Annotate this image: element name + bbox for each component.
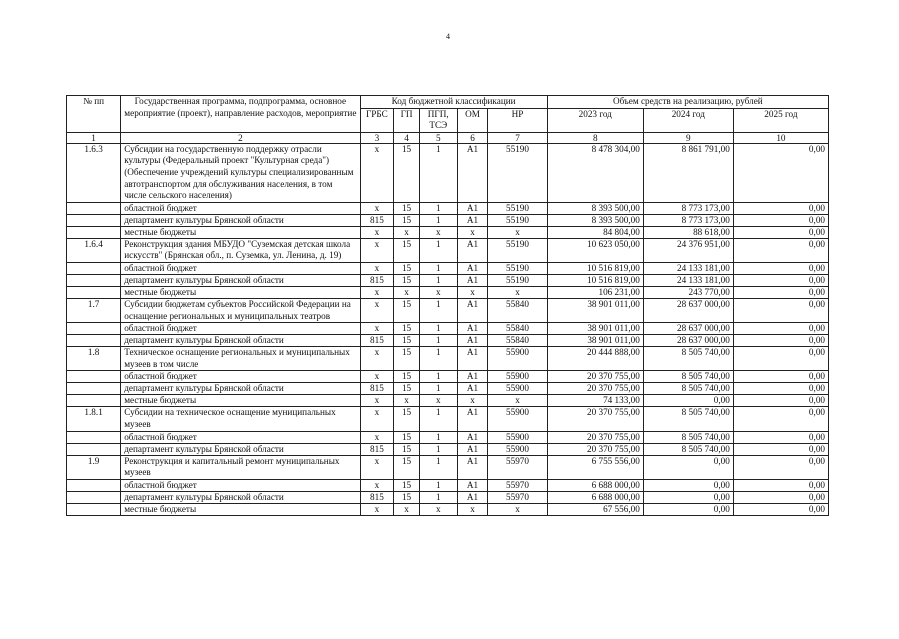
header-kbk: Код бюджетной классификации [360,96,547,109]
cell-2024: 24 376 951,00 [643,238,733,262]
cell-pgp: 1 [419,323,457,335]
cell-nr: 55970 [488,455,547,479]
cell-pgp: х [419,395,457,407]
cell-nr: 55900 [488,407,547,431]
cell-2024: 8 505 740,00 [643,347,733,371]
cell-2025: 0,00 [733,431,828,443]
cell-nr: 55840 [488,335,547,347]
cell-2024: 0,00 [643,491,733,503]
table-row [67,431,829,443]
row-name: Реконструкция и капитальный ремонт муниципальных музеев [121,455,360,479]
cell-nr: 55840 [488,298,547,322]
cell-grbs: х [360,503,394,515]
cell-om: А1 [457,202,488,214]
cell-2025: 0,00 [733,503,828,515]
cell-gp: 15 [394,202,420,214]
cell-2025: 0,00 [733,286,828,298]
row-number [67,395,121,407]
row-number [67,214,121,226]
cell-grbs: х [360,143,394,202]
cell-2024: 8 861 791,00 [643,143,733,202]
cell-2025: 0,00 [733,214,828,226]
column-index: 8 [547,132,643,143]
table-row [67,443,829,455]
cell-grbs: 815 [360,491,394,503]
cell-2025: 0,00 [733,455,828,479]
cell-nr: х [488,395,547,407]
cell-2023: 20 370 755,00 [547,431,643,443]
column-index: 7 [488,132,547,143]
row-number [67,443,121,455]
cell-2025: 0,00 [733,335,828,347]
cell-om: А1 [457,238,488,262]
cell-gp: 15 [394,323,420,335]
cell-grbs: 815 [360,383,394,395]
cell-2025: 0,00 [733,491,828,503]
table-row [67,347,829,371]
cell-2023: 6 755 556,00 [547,455,643,479]
row-number [67,431,121,443]
cell-pgp: 1 [419,479,457,491]
row-name: областной бюджет [121,431,360,443]
column-index-row [67,132,829,143]
row-name: местные бюджеты [121,503,360,515]
cell-om: А1 [457,371,488,383]
cell-2025: 0,00 [733,298,828,322]
table-row [67,455,829,479]
row-number: 1.7 [67,298,121,322]
column-index: 6 [457,132,488,143]
cell-om: А1 [457,335,488,347]
cell-2023: 38 901 011,00 [547,323,643,335]
cell-2024: 8 505 740,00 [643,443,733,455]
table-row [67,383,829,395]
cell-2025: 0,00 [733,238,828,262]
cell-2024: 0,00 [643,479,733,491]
cell-pgp: 1 [419,214,457,226]
cell-gp: 15 [394,383,420,395]
cell-grbs: 815 [360,214,394,226]
cell-2023: 10 516 819,00 [547,274,643,286]
cell-nr: 55190 [488,238,547,262]
column-index: 4 [394,132,420,143]
row-name: областной бюджет [121,202,360,214]
cell-gp: 15 [394,407,420,431]
cell-gp: 15 [394,143,420,202]
table-row [67,274,829,286]
header-pgp: ПГП, ТСЭ [419,108,457,132]
cell-2025: 0,00 [733,226,828,238]
row-name: областной бюджет [121,371,360,383]
cell-gp: 15 [394,443,420,455]
column-index: 2 [121,132,360,143]
cell-2024: 28 637 000,00 [643,298,733,322]
cell-pgp: 1 [419,371,457,383]
cell-om: А1 [457,407,488,431]
row-name: Техническое оснащение региональных и муниципальных музеев в том числе [121,347,360,371]
row-name: департамент культуры Брянской области [121,335,360,347]
cell-grbs: 815 [360,443,394,455]
header-grbs: ГРБС [360,108,394,132]
cell-2024: 8 773 173,00 [643,214,733,226]
cell-2025: 0,00 [733,371,828,383]
table-row [67,298,829,322]
row-number [67,479,121,491]
cell-gp: 15 [394,479,420,491]
row-name: местные бюджеты [121,286,360,298]
cell-pgp: 1 [419,431,457,443]
row-name: департамент культуры Брянской области [121,274,360,286]
cell-2023: 84 804,00 [547,226,643,238]
cell-2024: 8 773 173,00 [643,202,733,214]
header-nr: НР [488,108,547,132]
cell-om: А1 [457,262,488,274]
cell-gp: 15 [394,335,420,347]
cell-nr: 55190 [488,262,547,274]
cell-grbs: х [360,395,394,407]
cell-gp: х [394,226,420,238]
cell-grbs: 815 [360,335,394,347]
cell-gp: х [394,286,420,298]
row-name: департамент культуры Брянской области [121,491,360,503]
table-row [67,407,829,431]
cell-grbs: х [360,347,394,371]
cell-2023: 20 370 755,00 [547,371,643,383]
cell-2023: 10 516 819,00 [547,262,643,274]
cell-gp: х [394,395,420,407]
cell-om: А1 [457,274,488,286]
cell-pgp: 1 [419,238,457,262]
cell-2024: 0,00 [643,455,733,479]
column-index: 9 [643,132,733,143]
cell-om: А1 [457,431,488,443]
cell-pgp: 1 [419,262,457,274]
cell-pgp: 1 [419,202,457,214]
cell-2023: 20 370 755,00 [547,407,643,431]
row-number: 1.6.4 [67,238,121,262]
table-row [67,491,829,503]
cell-2023: 67 556,00 [547,503,643,515]
row-number [67,274,121,286]
cell-2024: 0,00 [643,395,733,407]
table-row [67,202,829,214]
row-number: 1.9 [67,455,121,479]
cell-grbs: х [360,431,394,443]
cell-om: х [457,286,488,298]
table-header [67,96,829,144]
cell-grbs: х [360,262,394,274]
cell-om: А1 [457,455,488,479]
table-row [67,371,829,383]
row-name: областной бюджет [121,262,360,274]
cell-gp: 15 [394,274,420,286]
cell-grbs: х [360,371,394,383]
row-number [67,202,121,214]
cell-2025: 0,00 [733,407,828,431]
cell-2023: 20 444 888,00 [547,347,643,371]
cell-2024: 24 133 181,00 [643,274,733,286]
header-2023: 2023 год [547,108,643,132]
table-row [67,323,829,335]
cell-2023: 106 231,00 [547,286,643,298]
row-number: 1.6.3 [67,143,121,202]
table-row [67,143,829,202]
cell-2024: 8 505 740,00 [643,407,733,431]
row-number [67,335,121,347]
cell-pgp: х [419,226,457,238]
row-name: Субсидии на государственную поддержку отрасли культуры (Федеральный проект "Культурная среда") (Обеспечение учреждений культуры специализированным автотранспортом для обслуживания населения, в том числе сельского населения) [121,143,360,202]
cell-2023: 20 370 755,00 [547,443,643,455]
cell-gp: 15 [394,298,420,322]
cell-2025: 0,00 [733,383,828,395]
cell-grbs: х [360,407,394,431]
cell-grbs: х [360,226,394,238]
cell-om: х [457,503,488,515]
cell-nr: х [488,226,547,238]
cell-pgp: 1 [419,298,457,322]
row-number [67,226,121,238]
cell-2024: 28 637 000,00 [643,335,733,347]
cell-2023: 10 623 050,00 [547,238,643,262]
cell-2024: 0,00 [643,503,733,515]
row-name: Субсидии на техническое оснащение муниципальных музеев [121,407,360,431]
cell-om: А1 [457,383,488,395]
cell-om: А1 [457,298,488,322]
cell-2025: 0,00 [733,143,828,202]
cell-gp: 15 [394,262,420,274]
cell-pgp: 1 [419,407,457,431]
cell-nr: 55190 [488,143,547,202]
cell-pgp: 1 [419,347,457,371]
row-number [67,262,121,274]
cell-nr: х [488,286,547,298]
cell-nr: 55970 [488,479,547,491]
cell-gp: 15 [394,431,420,443]
cell-2024: 88 618,00 [643,226,733,238]
row-number [67,323,121,335]
row-number [67,383,121,395]
row-name: департамент культуры Брянской области [121,383,360,395]
cell-pgp: 1 [419,335,457,347]
cell-gp: 15 [394,214,420,226]
cell-gp: х [394,503,420,515]
cell-2025: 0,00 [733,274,828,286]
budget-table [66,95,829,516]
cell-om: А1 [457,479,488,491]
cell-2023: 38 901 011,00 [547,335,643,347]
row-number [67,491,121,503]
cell-2025: 0,00 [733,395,828,407]
cell-nr: 55900 [488,431,547,443]
row-name: местные бюджеты [121,395,360,407]
cell-2023: 38 901 011,00 [547,298,643,322]
cell-pgp: х [419,286,457,298]
cell-grbs: х [360,323,394,335]
cell-nr: 55900 [488,371,547,383]
cell-2024: 24 133 181,00 [643,262,733,274]
cell-2025: 0,00 [733,443,828,455]
table-row [67,335,829,347]
table-row [67,226,829,238]
column-index: 3 [360,132,394,143]
row-number [67,503,121,515]
row-number [67,371,121,383]
cell-2024: 243 770,00 [643,286,733,298]
row-name: областной бюджет [121,323,360,335]
row-name: департамент культуры Брянской области [121,214,360,226]
table-row [67,214,829,226]
cell-2023: 6 688 000,00 [547,491,643,503]
header-2025: 2025 год [733,108,828,132]
row-name: Реконструкция здания МБУДО "Суземская детская школа искусств" (Брянская обл., п. Суземка, ул. Ленина, д. 19) [121,238,360,262]
cell-nr: 55900 [488,347,547,371]
cell-nr: 55970 [488,491,547,503]
cell-nr: 55190 [488,274,547,286]
cell-pgp: 1 [419,274,457,286]
cell-gp: 15 [394,238,420,262]
cell-pgp: 1 [419,383,457,395]
cell-om: А1 [457,347,488,371]
cell-2025: 0,00 [733,323,828,335]
row-number: 1.8 [67,347,121,371]
column-index: 10 [733,132,828,143]
header-program: Государственная программа, подпрограмма, основное мероприятие (проект), направление расходов, мероприятие [121,96,360,133]
cell-grbs: х [360,238,394,262]
cell-grbs: х [360,202,394,214]
row-name: местные бюджеты [121,226,360,238]
cell-gp: 15 [394,455,420,479]
cell-om: А1 [457,443,488,455]
cell-grbs: х [360,298,394,322]
table-row [67,286,829,298]
cell-nr: 55900 [488,443,547,455]
table-row [67,262,829,274]
cell-2023: 8 393 500,00 [547,214,643,226]
cell-nr: 55190 [488,214,547,226]
table-row [67,503,829,515]
cell-2023: 8 478 304,00 [547,143,643,202]
column-index: 1 [67,132,121,143]
cell-om: х [457,395,488,407]
row-name: областной бюджет [121,479,360,491]
cell-2023: 8 393 500,00 [547,202,643,214]
cell-2024: 8 505 740,00 [643,371,733,383]
cell-2025: 0,00 [733,479,828,491]
header-2024: 2024 год [643,108,733,132]
cell-2023: 74 133,00 [547,395,643,407]
cell-pgp: 1 [419,443,457,455]
cell-2025: 0,00 [733,202,828,214]
header-om: ОМ [457,108,488,132]
table-row [67,238,829,262]
cell-gp: 15 [394,371,420,383]
cell-pgp: 1 [419,455,457,479]
row-name: Субсидии бюджетам субъектов Российской Федерации на оснащение региональных и муниципальных театров [121,298,360,322]
cell-2023: 20 370 755,00 [547,383,643,395]
cell-nr: х [488,503,547,515]
cell-gp: 15 [394,347,420,371]
cell-2024: 8 505 740,00 [643,431,733,443]
page-number: 4 [446,32,450,41]
table-body [67,143,829,515]
row-name: департамент культуры Брянской области [121,443,360,455]
cell-2023: 6 688 000,00 [547,479,643,491]
cell-grbs: 815 [360,274,394,286]
cell-pgp: 1 [419,491,457,503]
column-index: 5 [419,132,457,143]
cell-grbs: х [360,286,394,298]
cell-2024: 28 637 000,00 [643,323,733,335]
header-funds: Объем средств на реализацию, рублей [547,96,828,109]
cell-nr: 55900 [488,383,547,395]
cell-nr: 55190 [488,202,547,214]
cell-grbs: х [360,479,394,491]
cell-om: А1 [457,214,488,226]
cell-2025: 0,00 [733,262,828,274]
cell-om: А1 [457,491,488,503]
cell-grbs: х [360,455,394,479]
cell-pgp: х [419,503,457,515]
cell-om: А1 [457,323,488,335]
header-num: № пп [67,96,121,133]
cell-2024: 8 505 740,00 [643,383,733,395]
row-number [67,286,121,298]
row-number: 1.8.1 [67,407,121,431]
header-gp: ГП [394,108,420,132]
cell-gp: 15 [394,491,420,503]
cell-om: А1 [457,143,488,202]
cell-pgp: 1 [419,143,457,202]
cell-nr: 55840 [488,323,547,335]
cell-2025: 0,00 [733,347,828,371]
table-row [67,479,829,491]
cell-om: х [457,226,488,238]
table-row [67,395,829,407]
